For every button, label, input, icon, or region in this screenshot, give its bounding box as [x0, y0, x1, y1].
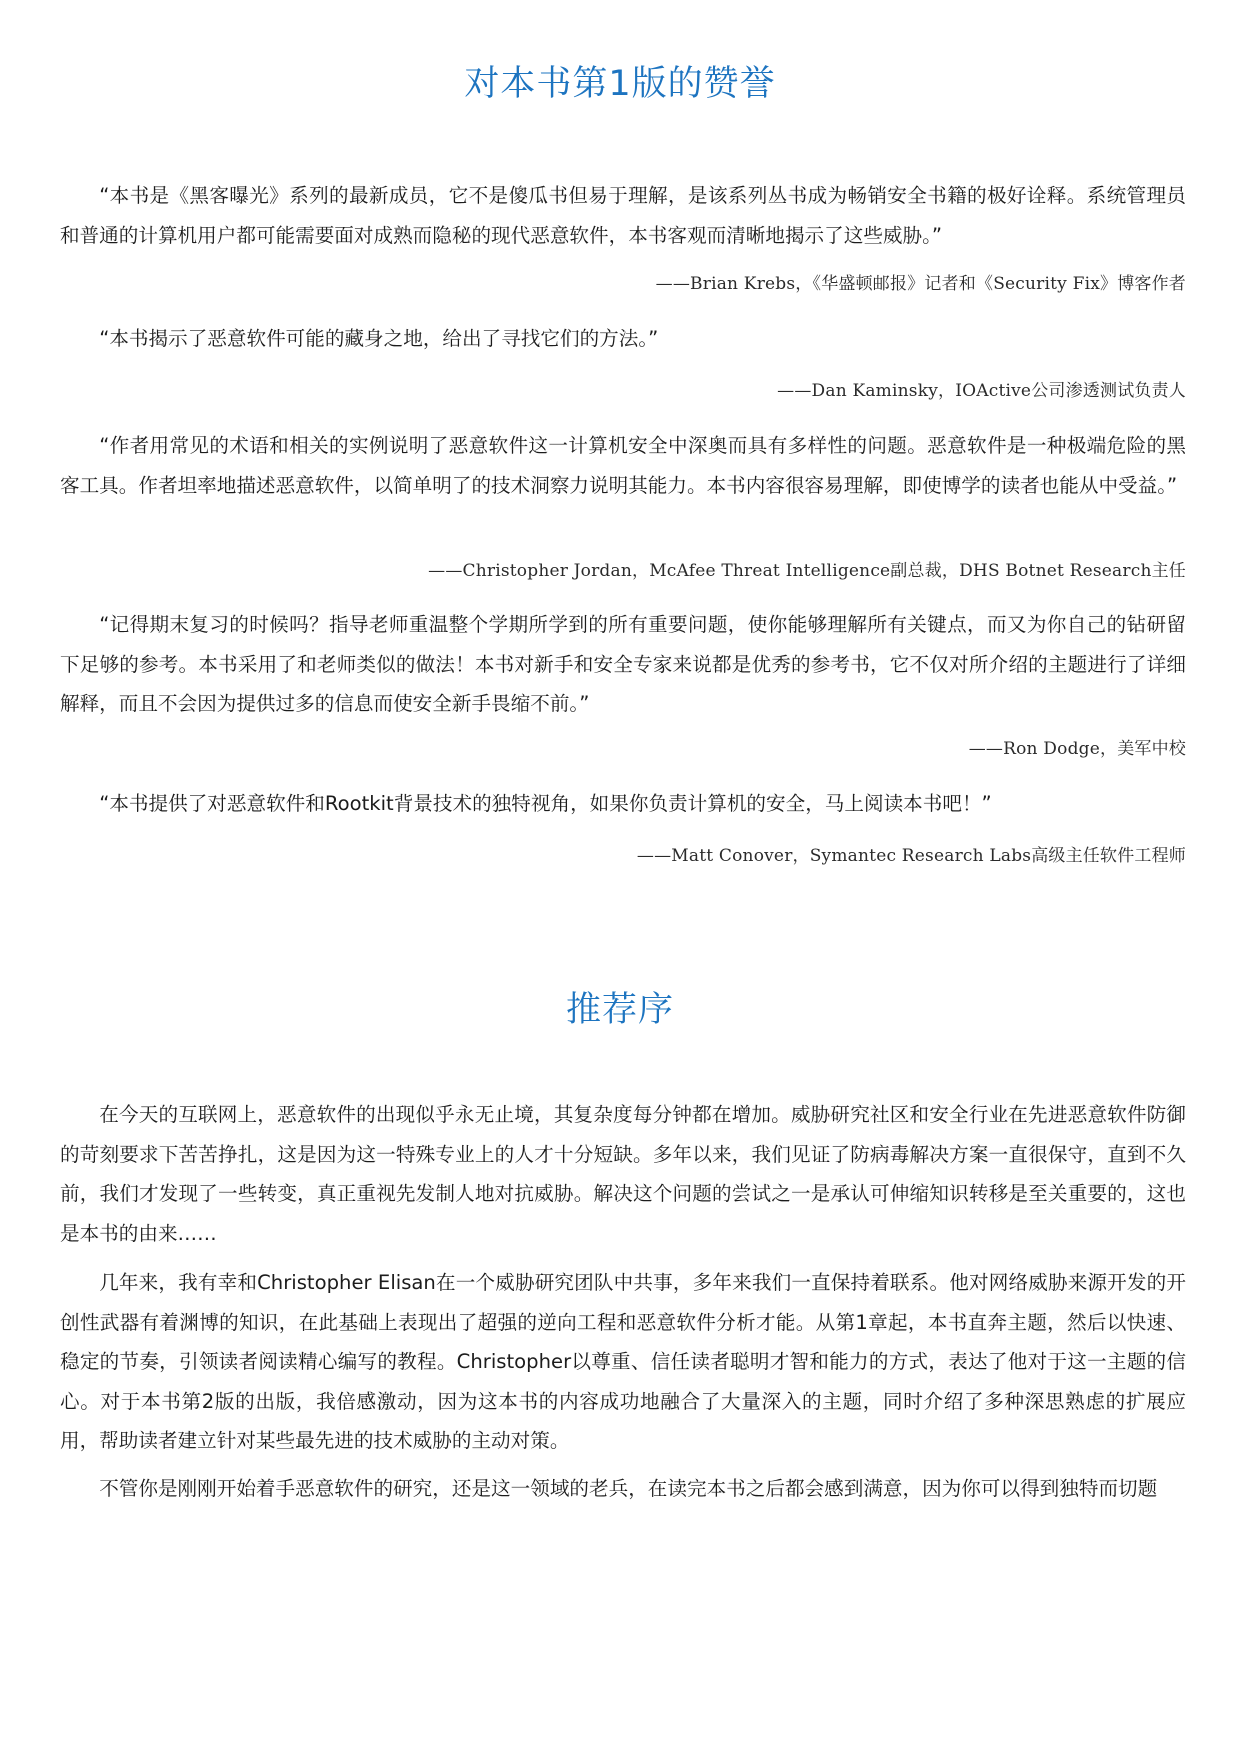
praise-attribution-1: ——Brian Krebs，《华盛顿邮报》记者和《Security Fix》博客作者: [655, 274, 1186, 294]
foreword-paragraph-2: 几年来，我有幸和Christopher Elisan在一个威胁研究团队中共事，多年来我们一直保持着联系。他对网络威胁来源开发的开创性武器有着渊博的知识，在此基础上表现出了超强的逆向工程和恶意软件分析才能。从第1章起，本书直奔主题，然后以快速、稳定的节奏，引领读者阅读精心编写的教程。Christopher以尊重、信任读者聪明才智和能力的方式，表达了他对于这一主题的信心。对于本书第2版的出版，我倍感激动，因为这本书的内容成功地融合了大量深入的主题，同时介绍了多种深思熟虑的扩展应用，帮助读者建立针对某些最先进的技术威胁的主动对策。: [60, 1271, 1186, 1452]
praise-section-title: 对本书第1版的赞誉: [464, 64, 776, 104]
praise-quote-2: “本书揭示了恶意软件可能的藏身之地，给出了寻找它们的方法。”: [99, 327, 659, 350]
foreword-section-title: 推荐序: [565, 990, 674, 1030]
praise-quote-4: “记得期末复习的时候吗？指导老师重温整个学期所学到的所有重要问题，使你能够理解所有关键点，而又为你自己的钻研留下足够的参考。本书采用了和老师类似的做法！本书对新手和安全专家来说都是优秀的参考书，它不仅对所介绍的主题进行了详细解释，而且不会因为提供过多的信息而使安全新手畏缩不前。”: [60, 613, 1186, 715]
praise-quote-1: “本书是《黑客曝光》系列的最新成员，它不是傻瓜书但易于理解，是该系列丛书成为畅销安全书籍的极好诠释。系统管理员和普通的计算机用户都可能需要面对成熟而隐秘的现代恶意软件，本书客观而清晰地揭示了这些威胁。”: [60, 184, 1186, 247]
praise-quote-3: “作者用常见的术语和相关的实例说明了恶意软件这一计算机安全中深奥而具有多样性的问题。恶意软件是一种极端危险的黑客工具。作者坦率地描述恶意软件，以简单明了的技术洞察力说明其能力。本书内容很容易理解，即使博学的读者也能从中受益。”: [60, 434, 1186, 497]
praise-attribution-5: ——Matt Conover，Symantec Research Labs高级主任软件工程师: [636, 846, 1186, 866]
foreword-paragraph-1: 在今天的互联网上，恶意软件的出现似乎永无止境，其复杂度每分钟都在增加。威胁研究社区和安全行业在先进恶意软件防御的苛刻要求下苦苦挣扎，这是因为这一特殊专业上的人才十分短缺。多年以来，我们见证了防病毒解决方案一直很保守，直到不久前，我们才发现了一些转变，真正重视先发制人地对抗威胁。解决这个问题的尝试之一是承认可伸缩知识转移是至关重要的，这也是本书的由来……: [60, 1103, 1186, 1245]
praise-attribution-2: ——Dan Kaminsky，IOActive公司渗透测试负责人: [777, 381, 1186, 401]
praise-attribution-3: ——Christopher Jordan，McAfee Threat Intelligence副总裁，DHS Botnet Research主任: [428, 561, 1186, 581]
foreword-paragraph-3: 不管你是刚刚开始着手恶意软件的研究，还是这一领域的老兵，在读完本书之后都会感到满意，因为你可以得到独特而切题: [99, 1477, 1158, 1500]
praise-quote-5: “本书提供了对恶意软件和Rootkit背景技术的独特视角，如果你负责计算机的安全，马上阅读本书吧！”: [99, 792, 992, 815]
praise-attribution-4: ——Ron Dodge，美军中校: [968, 739, 1186, 759]
